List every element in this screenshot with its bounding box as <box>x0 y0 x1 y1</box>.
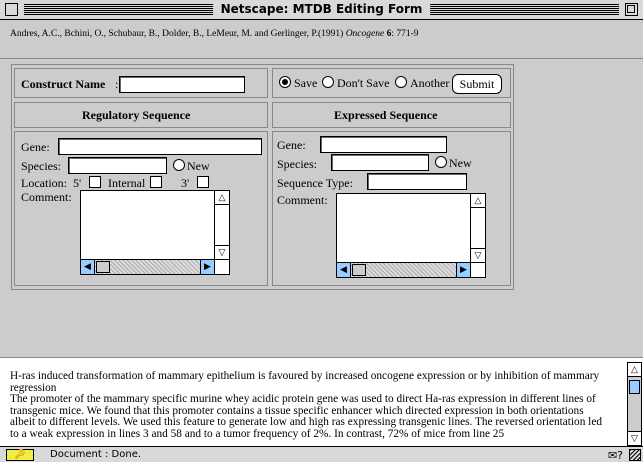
exp-comment-label: Comment: <box>277 193 328 207</box>
reg-new-label: New <box>187 159 210 173</box>
scroll-down-arrow-icon[interactable]: ▽ <box>215 245 229 259</box>
exp-new-label: New <box>449 156 472 170</box>
citation-pages: : 771-9 <box>391 29 419 39</box>
reg-comment-textarea[interactable] <box>80 190 230 275</box>
exp-comment-textarea[interactable] <box>336 193 486 278</box>
resize-grip-icon[interactable] <box>629 449 641 461</box>
reg-gene-input[interactable] <box>58 138 262 155</box>
exp-species-label: Species: <box>277 157 317 171</box>
reg-loc-5-label: 5' <box>73 176 82 190</box>
reg-comment-label: Comment: <box>21 190 72 204</box>
expressed-heading: Expressed Sequence <box>334 108 438 122</box>
abstract-body: The promoter of the mammary specific murine whey acidic protein gene was used to direct Ha-ras expression in different lines of transgenic mice. We found that this promoter contains a tissue specific enhancer which directed expression in both orientations albeit to different levels. We used this feature to generate low and high ras expressing transgenic lines. The reversed orientation led to a weak expression in lines 3 and 58 and to a tumor frequency of 2%. In contrast, 72% of mice from line 25 <box>10 393 602 440</box>
scroll-left-arrow-icon[interactable]: ◀ <box>81 260 95 274</box>
regulatory-heading: Regulatory Sequence <box>82 108 191 122</box>
scroll-up-arrow-icon[interactable]: △ <box>628 363 641 377</box>
exp-comment-hscroll[interactable] <box>337 262 470 277</box>
construct-name-colon: : <box>115 77 119 91</box>
citation-line <box>10 29 419 39</box>
exp-gene-input[interactable] <box>320 136 447 153</box>
save-radio[interactable] <box>279 76 291 88</box>
scroll-right-arrow-icon[interactable]: ▶ <box>200 260 214 274</box>
another-radio-label: Another <box>410 76 450 90</box>
exp-seq-type-label: Sequence Type: <box>277 176 353 190</box>
abstract-frame <box>0 357 643 446</box>
abstract-vscroll[interactable] <box>627 362 642 446</box>
scroll-right-arrow-icon[interactable]: ▶ <box>456 263 470 277</box>
reg-new-radio[interactable] <box>173 159 185 171</box>
zoom-box-icon[interactable] <box>625 3 638 16</box>
key-icon[interactable]: 🔑 <box>6 449 34 461</box>
scroll-thumb[interactable] <box>96 261 110 273</box>
scroll-corner <box>214 259 229 274</box>
construct-name-input[interactable] <box>119 76 245 93</box>
reg-comment-hscroll[interactable] <box>81 259 214 274</box>
reg-loc-3-checkbox[interactable] <box>197 176 209 188</box>
dont-save-radio-label: Don't Save <box>337 76 390 90</box>
reg-loc-internal-checkbox[interactable] <box>150 176 162 188</box>
citation-area <box>0 21 643 59</box>
save-radio-label: Save <box>294 76 318 90</box>
construct-name-label: Construct Name <box>21 77 106 91</box>
abstract-title: H-ras induced transformation of mammary epithelium is favoured by increased oncogene expression or by inhibition of mammary regression <box>10 371 600 394</box>
exp-new-radio[interactable] <box>435 156 447 168</box>
mail-icon[interactable]: ✉? <box>607 449 623 462</box>
scroll-down-arrow-icon[interactable]: ▽ <box>471 248 485 262</box>
exp-gene-label: Gene: <box>277 138 306 152</box>
scroll-up-arrow-icon[interactable]: △ <box>471 194 485 208</box>
scroll-up-arrow-icon[interactable]: △ <box>215 191 229 205</box>
window-title: Netscape: MTDB Editing Form <box>213 2 431 17</box>
window-titlebar[interactable] <box>0 0 643 20</box>
citation-authors: Andres, A.C., Bchini, O., Schubaur, B., Dolder, B., LeMeur, M. and Gerlinger, P.(1991) <box>10 29 344 39</box>
reg-loc-3-label: 3' <box>181 176 190 190</box>
exp-comment-vscroll[interactable] <box>470 194 485 262</box>
scroll-corner <box>470 262 485 277</box>
submit-button[interactable]: Submit <box>452 74 502 94</box>
reg-species-input[interactable] <box>68 157 167 174</box>
scroll-thumb[interactable] <box>629 380 640 394</box>
exp-species-input[interactable] <box>331 154 429 171</box>
scroll-thumb[interactable] <box>352 264 366 276</box>
reg-gene-label: Gene: <box>21 140 50 154</box>
status-bar <box>0 446 643 462</box>
abstract-text <box>10 371 610 445</box>
reg-comment-vscroll[interactable] <box>214 191 229 259</box>
reg-loc-5-checkbox[interactable] <box>89 176 101 188</box>
citation-volume: 6 <box>386 29 392 39</box>
reg-location-label: Location: <box>21 176 67 190</box>
scroll-left-arrow-icon[interactable]: ◀ <box>337 263 351 277</box>
exp-seq-type-input[interactable] <box>367 173 467 190</box>
reg-loc-internal-label: Internal <box>108 176 146 190</box>
close-box-icon[interactable] <box>5 3 18 16</box>
another-radio[interactable] <box>395 76 407 88</box>
status-text: Document : Done. <box>50 449 142 460</box>
citation-journal: Oncogene <box>345 29 385 39</box>
reg-species-label: Species: <box>21 159 61 173</box>
scroll-down-arrow-icon[interactable]: ▽ <box>628 431 641 445</box>
dont-save-radio[interactable] <box>322 76 334 88</box>
